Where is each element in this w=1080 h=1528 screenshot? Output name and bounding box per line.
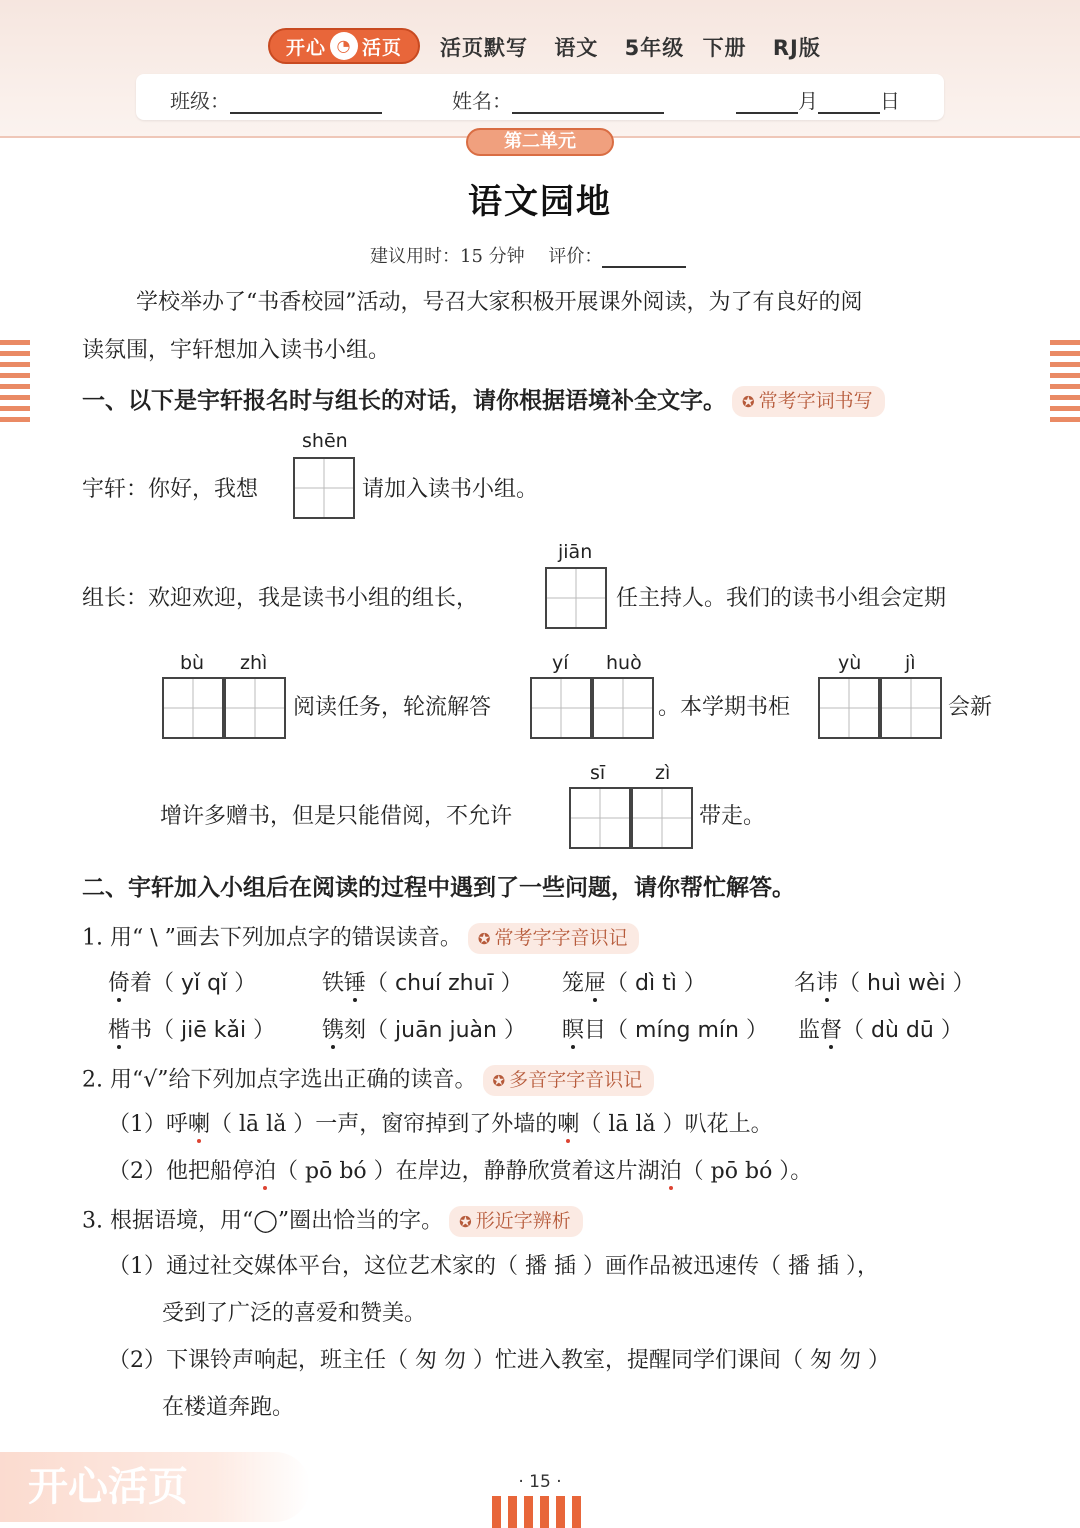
dotted-char: 喇	[557, 1112, 580, 1137]
char-box-jian[interactable]	[545, 567, 607, 629]
pinyin-zi: zì	[655, 762, 671, 784]
header-meta	[440, 32, 839, 62]
pinyin-yi: yí	[552, 652, 569, 674]
q1-options[interactable]: （ míng mín ）	[606, 1018, 768, 1043]
month-blank[interactable]	[736, 92, 798, 114]
class-field[interactable]	[170, 85, 382, 114]
q1-item-6[interactable]	[322, 1018, 526, 1044]
dialog-line-3-mid2: 。本学期书柜	[658, 695, 791, 720]
char-box-ji[interactable]	[880, 677, 942, 739]
dialog-line-2-before: 组长：欢迎欢迎，我是读书小组的组长，	[82, 586, 479, 611]
grade-label: 5年级	[624, 36, 685, 60]
char-box-zhi[interactable]	[224, 677, 286, 739]
dotted-char: 屉	[584, 971, 607, 996]
q1-text: 1. 用“ \ ”画去下列加点字的错误读音。	[82, 925, 462, 951]
intro-line-2: 读氛围，宇轩想加入读书小组。	[82, 338, 391, 363]
section2-heading: 二、宇轩加入小组后在阅读的过程中遇到了一些问题，请你帮忙解答。	[82, 875, 795, 901]
q1-line	[82, 923, 639, 954]
class-blank[interactable]	[230, 92, 382, 114]
q2-s1-part: （1）呼	[108, 1112, 188, 1137]
pinyin-jian: jiān	[558, 541, 593, 563]
section1-heading-text: 一、以下是宇轩报名时与组长的对话，请你根据语境补全文字。	[82, 388, 726, 414]
dotted-char: 喇	[188, 1112, 211, 1137]
right-side-stripes	[1050, 340, 1080, 428]
q1-item-4[interactable]	[794, 971, 975, 997]
student-info-bar	[136, 74, 944, 120]
bottom-stripes	[492, 1496, 588, 1528]
pinyin-zhi: zhì	[240, 652, 268, 674]
char-box-bu[interactable]	[162, 677, 224, 739]
dialog-line-3-end: 会新	[948, 695, 993, 720]
q3-text: 3. 根据语境，用“◯”圈出恰当的字。	[82, 1208, 444, 1234]
dotted-char: 泊	[659, 1159, 682, 1184]
dotted-char: 镌	[322, 1018, 345, 1043]
dotted-char: 倚	[108, 971, 131, 996]
dotted-char: 锤	[344, 971, 367, 996]
time-line	[370, 242, 686, 268]
eval-blank[interactable]	[602, 250, 686, 268]
dialog-line-2-after: 任主持人。我们的读书小组会定期	[616, 586, 947, 611]
pinyin-shen: shēn	[302, 430, 348, 452]
q2-s2-options[interactable]: （ pō bó ）在岸边，静静欣赏着这片湖	[276, 1159, 660, 1184]
char-box-si[interactable]	[569, 787, 631, 849]
section1-heading	[82, 386, 885, 417]
q1-word-lead: 笼	[562, 971, 585, 996]
dialog-line-1-before: 宇轩：你好，我想	[82, 477, 259, 502]
q2-sentence-1[interactable]	[108, 1112, 773, 1138]
dialog-line-4-after: 带走。	[699, 804, 766, 829]
q1-options[interactable]: （ dù dū ）	[842, 1018, 963, 1043]
char-box-yi[interactable]	[530, 677, 592, 739]
class-label: 班级：	[170, 89, 230, 113]
dotted-char: 瞑	[562, 1018, 585, 1043]
q1-item-8[interactable]	[798, 1018, 963, 1044]
day-label: 日	[880, 89, 900, 113]
dotted-char: 讳	[816, 971, 839, 996]
pinyin-bu: bù	[180, 652, 205, 674]
q1-item-5[interactable]	[108, 1018, 275, 1044]
day-blank[interactable]	[818, 92, 880, 114]
name-blank[interactable]	[512, 92, 664, 114]
logo-emblem-icon: ◔	[330, 32, 358, 60]
eval-label: 评价：	[548, 246, 603, 267]
left-side-stripes	[0, 340, 30, 428]
q2-text: 2. 用“√”给下列加点字选出正确的读音。	[82, 1067, 477, 1093]
q3-sentence-2a[interactable]: （2）下课铃声响起，班主任（ 匆 勿 ）忙进入教室，提醒同学们课间（ 匆 勿 ）	[108, 1348, 890, 1373]
pinyin-si: sī	[590, 762, 606, 784]
q1-options[interactable]: （ jiē kǎi ）	[152, 1018, 276, 1043]
q2-s1-options[interactable]: （ lā lǎ ）叭花上。	[579, 1112, 773, 1137]
name-label: 姓名：	[452, 89, 512, 113]
brand-watermark: 开心活页	[0, 1452, 310, 1522]
q1-word-rest: 书	[130, 1018, 153, 1043]
char-box-huo[interactable]	[592, 677, 654, 739]
dotted-char: 泊	[254, 1159, 277, 1184]
q1-word-rest: 刻	[344, 1018, 367, 1043]
page-title: 语文园地	[468, 182, 612, 222]
q2-s2-part: （2）他把船停	[108, 1159, 254, 1184]
q1-word-lead: 监	[798, 1018, 821, 1043]
pinyin-yu: yù	[838, 652, 862, 674]
q2-s2-options[interactable]: （ pō bó ）。	[681, 1159, 813, 1184]
volume-label: 下册	[702, 36, 747, 60]
series-label: 活页默写	[440, 36, 528, 60]
q1-options[interactable]: （ yǐ qǐ ）	[152, 971, 257, 996]
char-box-yu[interactable]	[818, 677, 880, 739]
logo-text-right: 活页	[362, 36, 403, 59]
q1-item-3[interactable]	[562, 971, 706, 997]
unit-tag: 第二单元	[466, 128, 614, 156]
q3-sentence-1b: 受到了广泛的喜爱和赞美。	[162, 1301, 427, 1326]
q1-options[interactable]: （ chuí zhuī ）	[366, 971, 523, 996]
time-label: 建议用时：15 分钟	[370, 246, 525, 267]
dialog-line-4-before: 增许多赠书，但是只能借阅，不允许	[160, 804, 513, 829]
pinyin-huo: huò	[606, 652, 642, 674]
q1-options[interactable]: （ juān juàn ）	[366, 1018, 526, 1043]
intro-line-1: 学校举办了“书香校园”活动，号召大家积极开展课外阅读，为了有良好的阅	[136, 290, 863, 315]
q1-item-1[interactable]	[108, 971, 256, 997]
section1-tag: ✪ 常考字词书写	[732, 386, 885, 417]
month-label: 月	[798, 89, 818, 113]
q3-line	[82, 1206, 583, 1237]
q1-item-7[interactable]	[562, 1018, 768, 1044]
brand-logo	[268, 28, 420, 64]
dotted-char: 楷	[108, 1018, 131, 1043]
q3-tag: ✪ 形近字辨析	[449, 1206, 583, 1237]
q1-word-lead: 铁	[322, 971, 345, 996]
dialog-line-3-mid1: 阅读任务，轮流解答	[293, 695, 492, 720]
char-box-shen[interactable]	[293, 457, 355, 519]
pinyin-ji: jì	[905, 652, 916, 674]
q1-options[interactable]: （ dì tì ）	[606, 971, 706, 996]
name-field[interactable]	[452, 85, 664, 114]
edition-label: RJ版	[772, 36, 821, 60]
q3-sentence-2b: 在楼道奔跑。	[162, 1395, 295, 1420]
q2-s1-options[interactable]: （ lā lǎ ）一声，窗帘掉到了外墙的	[210, 1112, 558, 1137]
q1-options[interactable]: （ huì wèi ）	[838, 971, 975, 996]
q1-word-rest: 目	[584, 1018, 607, 1043]
q1-item-2[interactable]	[322, 971, 523, 997]
logo-text-left: 开心	[285, 36, 326, 59]
dialog-line-1-after: 请加入读书小组。	[362, 477, 539, 502]
q3-sentence-1a[interactable]: （1）通过社交媒体平台，这位艺术家的（ 播 插 ）画作品被迅速传（ 播 插 ），	[108, 1254, 879, 1279]
subject-label: 语文	[554, 36, 599, 60]
page-number: · 15 ·	[518, 1472, 562, 1492]
dotted-char: 督	[820, 1018, 843, 1043]
q2-sentence-2[interactable]	[108, 1159, 812, 1185]
q2-tag: ✪ 多音字字音识记	[483, 1065, 655, 1096]
q1-tag: ✪ 常考字字音识记	[468, 923, 640, 954]
q1-word-rest: 着	[130, 971, 153, 996]
q1-word-lead: 名	[794, 971, 817, 996]
date-field[interactable]	[736, 85, 900, 114]
char-box-zi[interactable]	[631, 787, 693, 849]
q2-line	[82, 1065, 654, 1096]
